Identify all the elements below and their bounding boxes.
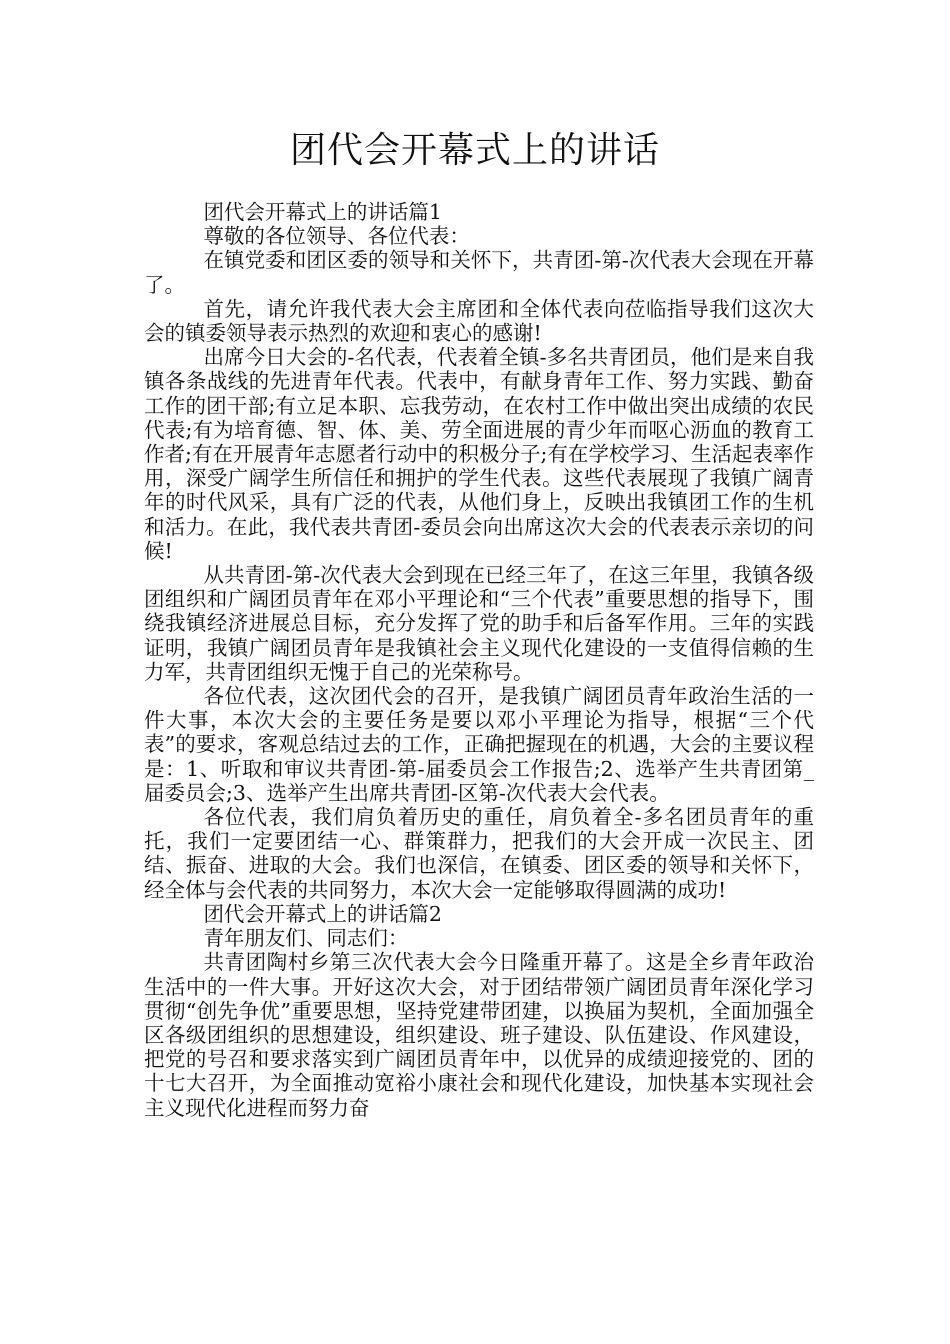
- paragraph: 首先，请允许我代表大会主席团和全体代表向莅临指导我们这次大会的镇委领导表示热烈的欢迎和衷心的感谢!: [144, 296, 814, 346]
- page-title: 团代会开幕式上的讲话: [289, 130, 660, 171]
- paragraph: 各位代表，这次团代会的召开，是我镇广阔团员青年政治生活的一件大事，本次大会的主要任务是要以邓小平理论为指导，根据“三个代表”的要求，客观总结过去的工作，正确把握现在的机遇，大会的主要议程是：1、听取和审议共青团-第-届委员会工作报告;2、选举产生共青团第_届委员会;3、选举产生出席共青团-区第-次代表大会代表。: [144, 684, 814, 805]
- paragraph: 从共青团-第-次代表大会到现在已经三年了，在这三年里，我镇各级团组织和广阔团员青年在邓小平理论和“三个代表”重要思想的指导下，围绕我镇经济进展总目标，充分发挥了党的助手和后备军作用。三年的实践证明，我镇广阔团员青年是我镇社会主义现代化建设的一支值得信赖的生力军，共青团组织无愧于自己的光荣称号。: [144, 563, 814, 684]
- paragraph: 共青团陶村乡第三次代表大会今日隆重开幕了。这是全乡青年政治生活中的一件大事。开好这次大会，对于团结带领广阔团员青年深化学习贯彻“创先争优”重要思想，坚持党建带团建，以换届为契机，全面加强全区各级团组织的思想建设，组织建设、班子建设、队伍建设、作风建设，把党的号召和要求落实到广阔团员青年中，以优异的成绩迎接党的、团的十七大召开，为全面推动宽裕小康社会和现代化建设，加快基本实现社会主义现代化进程而努力奋: [144, 950, 814, 1120]
- paragraph: 出席今日大会的-名代表，代表着全镇-多名共青团员，他们是来自我镇各条战线的先进青年代表。代表中，有献身青年工作、努力实践、勤奋工作的团干部;有立足本职、忘我劳动，在农村工作中做出突出成绩的农民代表;有为培育德、智、体、美、劳全面进展的青少年而呕心沥血的教育工作者;有在开展青年志愿者行动中的积极分子;有在学校学习、生活起表率作用，深受广阔学生所信任和拥护的学生代表。这些代表展现了我镇广阔青年的时代风采，具有广泛的代表，从他们身上，反映出我镇团工作的生机和活力。在此，我代表共青团-委员会向出席这次大会的代表表示亲切的问候!: [144, 345, 814, 563]
- paragraph: 在镇党委和团区委的领导和关怀下，共青团-第-次代表大会现在开幕了。: [144, 248, 814, 297]
- salutation: 尊敬的各位领导、各位代表：: [203, 224, 470, 249]
- salutation: 青年朋友们、同志们：: [203, 926, 409, 951]
- section-heading-1: 团代会开幕式上的讲话篇1: [203, 200, 442, 224]
- document-body: [144, 200, 814, 1120]
- section-heading-2: 团代会开幕式上的讲话篇2: [203, 901, 442, 926]
- paragraph: 各位代表，我们肩负着历史的重任，肩负着全-多名团员青年的重托，我们一定要团结一心、群策群力，把我们的大会开成一次民主、团结、振奋、进取的大会。我们也深信，在镇委、团区委的领导和关怀下，经全体与会代表的共同努力，本次大会一定能够取得圆满的成功!: [144, 805, 814, 902]
